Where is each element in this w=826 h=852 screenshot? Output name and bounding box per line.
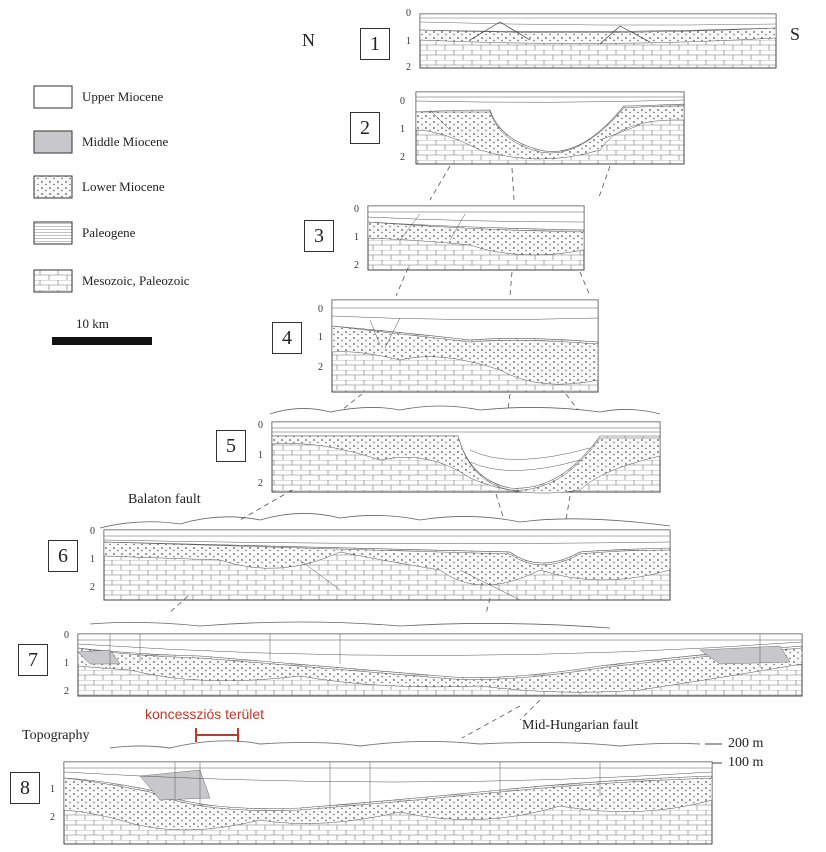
south-label: S — [790, 24, 801, 44]
balaton-fault-label: Balaton fault — [128, 492, 201, 507]
section-4-profile — [332, 300, 598, 392]
scale-bar — [52, 337, 152, 345]
legend-label-paleogene: Paleogene — [82, 225, 136, 240]
section-8-profile — [64, 762, 712, 844]
section-3-profile — [368, 206, 584, 270]
swatch-upper-miocene — [34, 86, 72, 108]
section-number-box: 3 — [304, 220, 334, 252]
topography-line — [110, 741, 700, 748]
section-number-box: 2 — [350, 112, 380, 144]
section-number-box: 1 — [360, 28, 390, 60]
legend-label-upper-miocene: Upper Miocene — [82, 89, 164, 104]
concession-label: koncessziós terület — [145, 706, 265, 722]
mid-hungarian-fault-label: Mid-Hungarian fault — [522, 718, 639, 733]
section-7-profile — [78, 622, 802, 696]
section-5-profile — [270, 406, 660, 493]
section-1-profile — [420, 14, 776, 68]
swatch-lower-miocene — [34, 176, 72, 198]
section-number-box: 6 — [48, 540, 78, 572]
topography-label: Topography — [22, 728, 90, 743]
swatch-paleogene — [34, 222, 72, 244]
legend-label-mesozoic: Mesozoic, Paleozoic — [82, 273, 190, 288]
swatch-middle-miocene — [34, 131, 72, 153]
elevation-200-label: 200 m — [728, 736, 764, 751]
legend-label-lower-miocene: Lower Miocene — [82, 179, 165, 194]
elevation-100-label: 100 m — [728, 755, 764, 770]
section-number-box: 7 — [18, 644, 48, 676]
legend-label-middle-miocene: Middle Miocene — [82, 134, 169, 149]
scale-bar-label: 10 km — [76, 316, 109, 331]
section-number-box: 4 — [272, 322, 302, 354]
geologic-cross-sections-figure: N S Upper Miocene Middle Miocene Lower Miocene Paleogene Mesozoic, Paleozoic 10 km 1 2 3 4 5 6 7 8 0 1 2 0 1 2 0 1 2 0 1 2 0 1 2 0 1 2 0 1 2 1 2 Balaton fault Mid-Hungarian fault Topography koncessziós terület 200 m 100 m — [0, 0, 826, 852]
section-6-profile — [100, 513, 670, 600]
north-label: N — [302, 30, 315, 50]
section-number-box: 8 — [10, 772, 40, 804]
section-number-box: 5 — [216, 430, 246, 462]
legend-swatches — [34, 86, 152, 345]
section-2-profile — [416, 92, 684, 164]
concession-marker — [196, 728, 238, 742]
swatch-mesozoic — [34, 270, 72, 292]
